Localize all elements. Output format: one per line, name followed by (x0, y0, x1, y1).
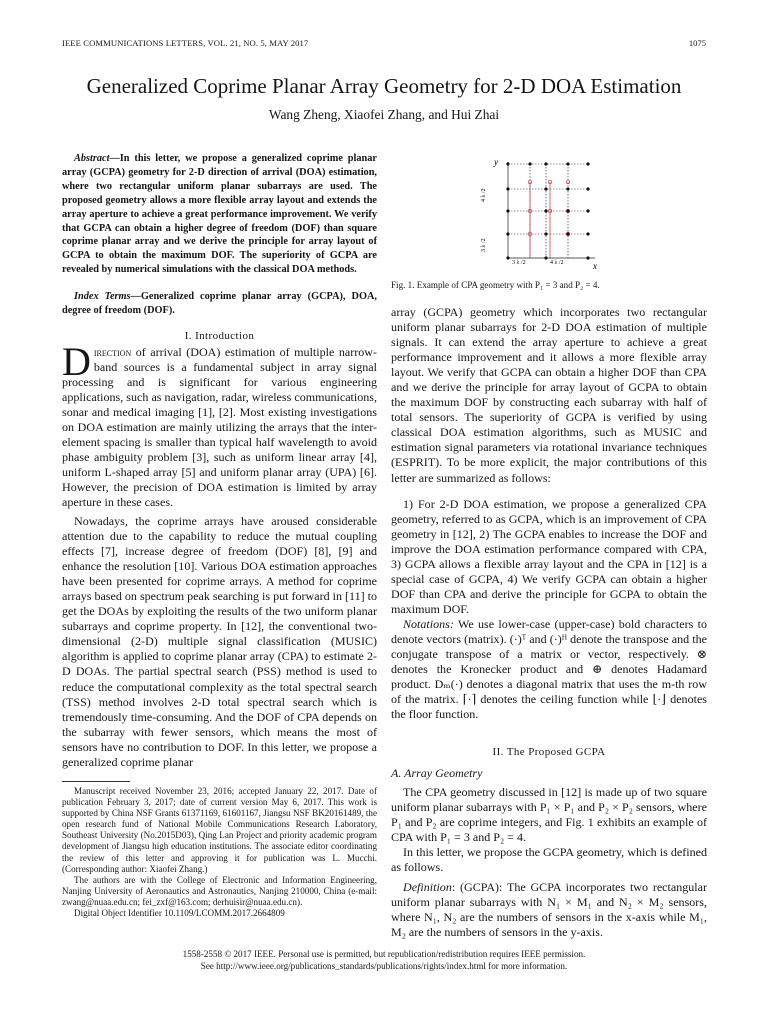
notations-label: Notations: (403, 617, 454, 631)
footnote (62, 786, 377, 919)
page-number: 1075 (688, 38, 706, 48)
y-axis-label: y (494, 157, 498, 167)
notations-text: We use lower-case (upper-case) bold characters to denote vectors (matrix). (·)ᵀ and (·)ᴴ denote the transpose and the conjugate transpose of a matrix or vector, respectively. ⊗ denotes the Kronecker product and ⊕ denotes Hadamard product. Dₘ(·) denotes a diagonal matrix that uses the m-th row of the matrix. ⌈·⌉ denotes the ceiling function while ⌊·⌋ denotes the floor function. (391, 617, 707, 722)
index-terms-text: Generalized coprime planar array (GCPA), DOA, degree of freedom (DOF). (62, 291, 377, 316)
copyright-line-2: See http://www.ieee.org/publications_standards/publications/rights/index.html for more information. (200, 961, 568, 971)
definition-label: Definition (403, 880, 452, 894)
dim-label-left-top: 4 λ /2 (481, 188, 487, 202)
paper-title: Generalized Coprime Planar Array Geometry for 2-D DOA Estimation (86, 74, 682, 98)
footnote-affiliation: The authors are with the College of Electronic and Information Engineering, Nanjing University of Aeronautics and Astronautics, Nanjing 210000, China (e-mail: zwang@nuaa.edu.cn; fei_zxf@163.com; derhuisir@nuaa.edu.cn). (62, 874, 377, 907)
subsection-a-heading: A. Array Geometry (391, 766, 483, 780)
right-paragraph-1: array (GCPA) geometry which incorporates two rectangular uniform planar subarrays for 2-D DOA estimation of multiple signals. It can extend the array aperture to achieve a great performance improvement and it allows a more flexible array layout. We verify that GCPA can obtain a higher DOF than CPA and we derive the principle for array layout of GCPA to obtain the maximum DOF by constructing each subarray with half of total sensors. The superiority of GCPA is verified by using classical DOA estimation algorithms, such as MUSIC and estimation signal parameters via rotational invariance techniques (ESPRIT). To be more explicit, the major contributions of this letter are summarized as follows: (391, 305, 707, 485)
index-terms (62, 290, 377, 318)
abstract-label: Abstract— (74, 153, 120, 164)
x-axis-label: x (593, 261, 597, 271)
dim-label-bottom-right: 4 λ /2 (550, 260, 564, 266)
intro-paragraph-1 (62, 339, 377, 511)
figure-caption: Fig. 1. Example of CPA geometry with P₁ = 3 and P₂ = 4. (391, 280, 600, 290)
copyright-line-1: 1558-2558 © 2017 IEEE. Personal use is permitted, but republication/redistribution requires IEEE permission. (182, 949, 586, 959)
footnote-manuscript: Manuscript received November 23, 2016; accepted January 22, 2017. Date of publication February 3, 2017; date of current version May 6, 2017. This work is supported by China NSF Grants 61371169, 61601167, Jiangsu NSF BK20161489, the open research fund of National Mobile Communications Research Laboratory, Southeast University (No.2015D03), Qing Lan Project and priority academic program development of Jiangsu high education institutions. The associate editor coordinating the review of this letter and approving it for publication was L. Mucchi. (Corresponding author: Xiaofei Zhang.) (62, 786, 377, 874)
cpa-geometry-figure (470, 152, 620, 272)
notations-paragraph (391, 617, 707, 722)
subarray-2-sensors (528, 180, 570, 236)
cpa-paragraph: The CPA geometry discussed in [12] is made up of two square uniform planar subarrays with P₁ × P₁ and P₂ × P₂ sensors, where P₁ and P₂ are coprime integers, and Fig. 1 exhibits an example of CPA with P₁ = 3 and P₂ = 4. (391, 785, 707, 845)
footnote-rule (62, 781, 130, 782)
subarray-2-lines (530, 182, 550, 258)
paper-authors: Wang Zheng, Xiaofei Zhang, and Hui Zhai (268, 107, 500, 122)
contributions-paragraph: 1) For 2-D DOA estimation, we propose a generalized CPA geometry, referred to as GCPA, which is an improvement of CPA geometry in [12], 2) The GCPA enables to increase the DOF and improve the DOA estimation performance compared with CPA, 3) GCPA allows a flexible array layout and the CPA in [12] is a special case of GCPA, 4) We verify GCPA can obtain a higher DOF than CPA and derive the principle for GCPA to obtain the maximum DOF. (391, 497, 707, 617)
footnote-doi: Digital Object Identifier 10.1109/LCOMM.2017.2664809 (74, 908, 285, 919)
intro-lead: irection (93, 345, 132, 359)
copyright-notice (0, 948, 768, 972)
abstract-text: In this letter, we propose a generalized coprime planar array (GCPA) geometry for 2-D direction of arrival (DOA) estimation, where two rectangular uniform planar subarrays are used. The proposed geometry allows a more flexible array layout and extends the array aperture to achieve a great performance improvement. We verify that GCPA can obtain a higher degree of freedom (DOF) than square coprime planar array and we derive the principle for array layout of GCPA to obtain the maximum DOF. The superiority of GCPA are revealed by numerical simulations with the classical DOA methods. (62, 153, 377, 276)
dim-label-left-bottom: 3 λ /2 (481, 238, 487, 252)
gcpa-intro-paragraph: In this letter, we propose the GCPA geometry, which is defined as follows. (391, 845, 707, 875)
index-terms-label: Index Terms— (74, 291, 141, 302)
section-2-heading: II. The Proposed GCPA (492, 746, 606, 758)
dim-label-bottom-left: 3 λ /2 (512, 260, 526, 266)
running-header: IEEE COMMUNICATIONS LETTERS, VOL. 21, NO. 5, MAY 2017 (62, 38, 309, 48)
definition-paragraph (391, 880, 707, 940)
drop-cap: D (62, 339, 91, 384)
definition-text: : (GCPA): The GCPA incorporates two rectangular uniform planar subarrays with N₁ × M₁ and N₂ × M₂ sensors, where N₁, N₂ are the numbers of sensors in the x-axis while M₁, M₂ are the numbers of sensors in the y-axis. (391, 880, 707, 940)
intro-paragraph-2: Nowadays, the coprime arrays have aroused considerable attention due to the capability to reduce the mutual coupling effects [7], increase degree of freedom (DOF) [8], [9] and enhance the resolution [10]. Various DOA estimation approaches have been presented for coprime arrays. A method for coprime arrays based on spectrum peak searching is put forward in [11] to get the DOAs by exploiting the results of the two uniform planar subarrays and coprime property. In [12], the conventional two-dimensional (2-D) multiple signal classification (MUSIC) algorithm is applied to coprime planar array (CPA) to estimate 2-D DOAs. The partial spectral search (PSS) method is used to reduce the computational complexity as the total spectral search (TSS) method involves 2-D total spectral search which is tremendously time-consuming. And the DOF of CPA depends on the subarray with fewer sensors, which means the most of sensors have no contribution to DOF. In this letter, we propose a generalized coprime planar (62, 514, 378, 769)
intro-p1-text: of arrival (DOA) estimation of multiple narrow-band sources is a fundamental subject in array signal processing and is significant for various engineering applications, such as navigation, radar, wireless communications, sonar and medical imaging [1], [2]. Most existing investigations on DOA estimation are mainly utilizing the arrays that the inter-element spacing is smaller than typical half wavelength to avoid phase ambiguity problem [3], such as uniform linear array [4], uniform L-shaped array [5] and uniform planar array (UPA) [6]. However, the precision of DOA estimation is limited by array aperture in these cases. (62, 345, 377, 510)
abstract (62, 152, 377, 277)
section-1-heading: I. Introduction (184, 330, 255, 342)
